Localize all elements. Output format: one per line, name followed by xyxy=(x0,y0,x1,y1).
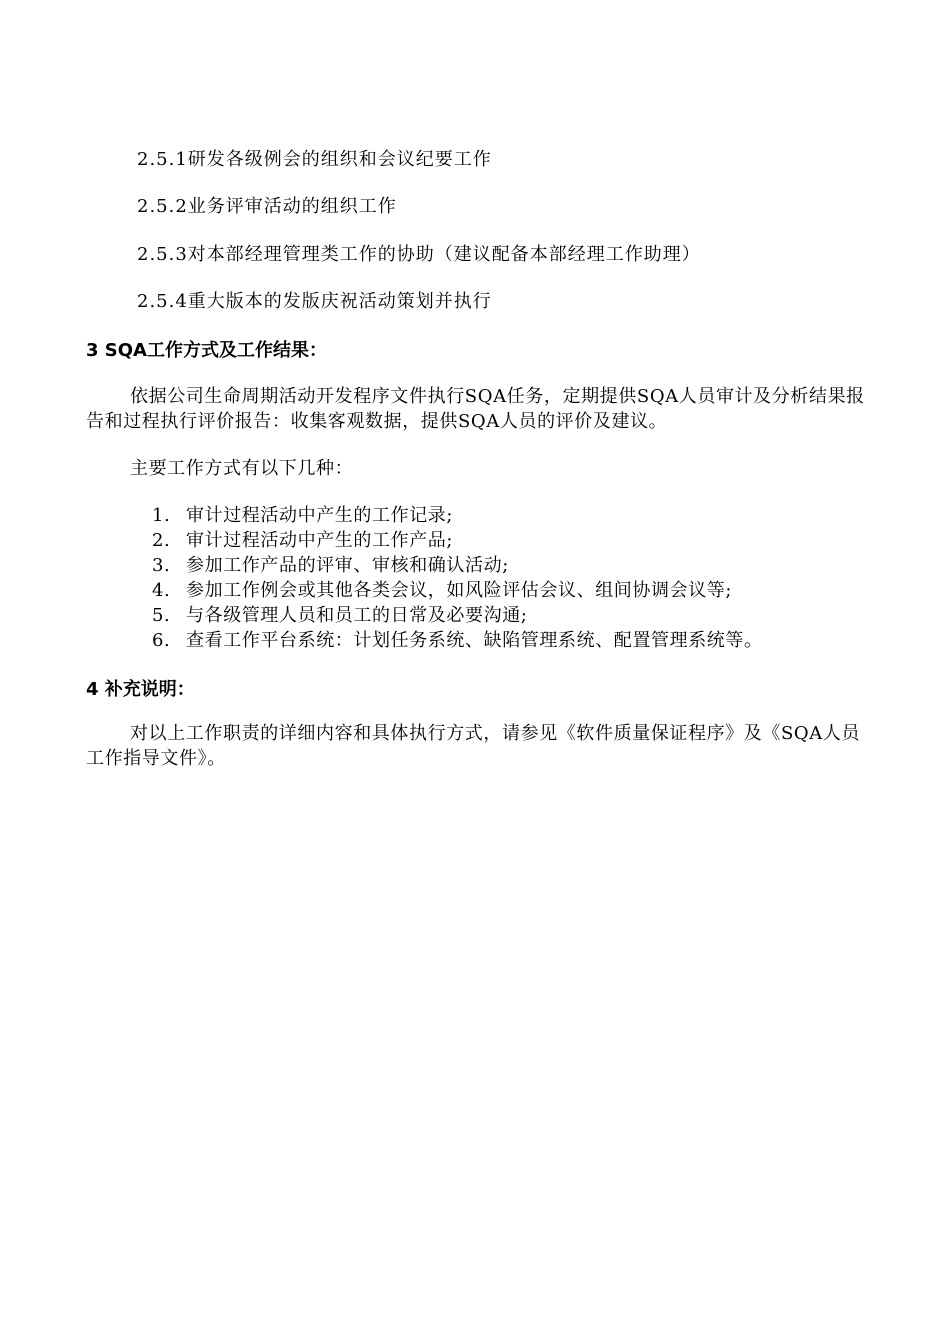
list-item xyxy=(152,503,763,528)
section-4-heading: 4 补充说明： xyxy=(86,679,195,700)
list-item xyxy=(152,553,763,578)
list-item xyxy=(152,578,763,603)
list-item-text: 审计过程活动中产生的工作记录; xyxy=(186,505,454,526)
list-item-number: 3. xyxy=(152,555,171,576)
subsection-item-2-5-4: 2.5.4重大版本的发版庆祝活动策划并执行 xyxy=(137,291,492,312)
list-item-text: 参加工作产品的评审、审核和确认活动; xyxy=(186,555,509,576)
subsection-item-2-5-3: 2.5.3对本部经理管理类工作的协助（建议配备本部经理工作助理） xyxy=(137,244,701,265)
list-item xyxy=(152,628,763,653)
list-item-number: 1. xyxy=(152,505,171,526)
section-3-heading: 3 SQA工作方式及工作结果： xyxy=(86,340,327,361)
list-item-number: 2. xyxy=(152,530,171,551)
list-item-number: 6. xyxy=(152,630,171,651)
section-3-paragraph: 依据公司生命周期活动开发程序文件执行SQA任务，定期提供SQA人员审计及分析结果报告和过程执行评价报告：收集客观数据，提供SQA人员的评价及建议。 xyxy=(86,386,865,432)
list-item-number: 5. xyxy=(152,605,171,626)
list-item-text: 查看工作平台系统：计划任务系统、缺陷管理系统、配置管理系统等。 xyxy=(186,630,763,651)
list-item xyxy=(152,528,763,553)
section-4-paragraph: 对以上工作职责的详细内容和具体执行方式，请参见《软件质量保证程序》及《SQA人员工作指导文件》。 xyxy=(86,723,861,769)
subsection-item-2-5-2: 2.5.2业务评审活动的组织工作 xyxy=(137,196,397,217)
list-item-text: 与各级管理人员和员工的日常及必要沟通; xyxy=(186,605,528,626)
section-3-intro: 主要工作方式有以下几种： xyxy=(130,458,354,479)
subsection-item-2-5-1: 2.5.1研发各级例会的组织和会议纪要工作 xyxy=(137,149,492,170)
list-item-text: 审计过程活动中产生的工作产品; xyxy=(186,530,454,551)
work-methods-list xyxy=(152,503,763,653)
list-item xyxy=(152,603,763,628)
list-item-text: 参加工作例会或其他各类会议，如风险评估会议、组间协调会议等; xyxy=(186,580,733,601)
list-item-number: 4. xyxy=(152,580,171,601)
